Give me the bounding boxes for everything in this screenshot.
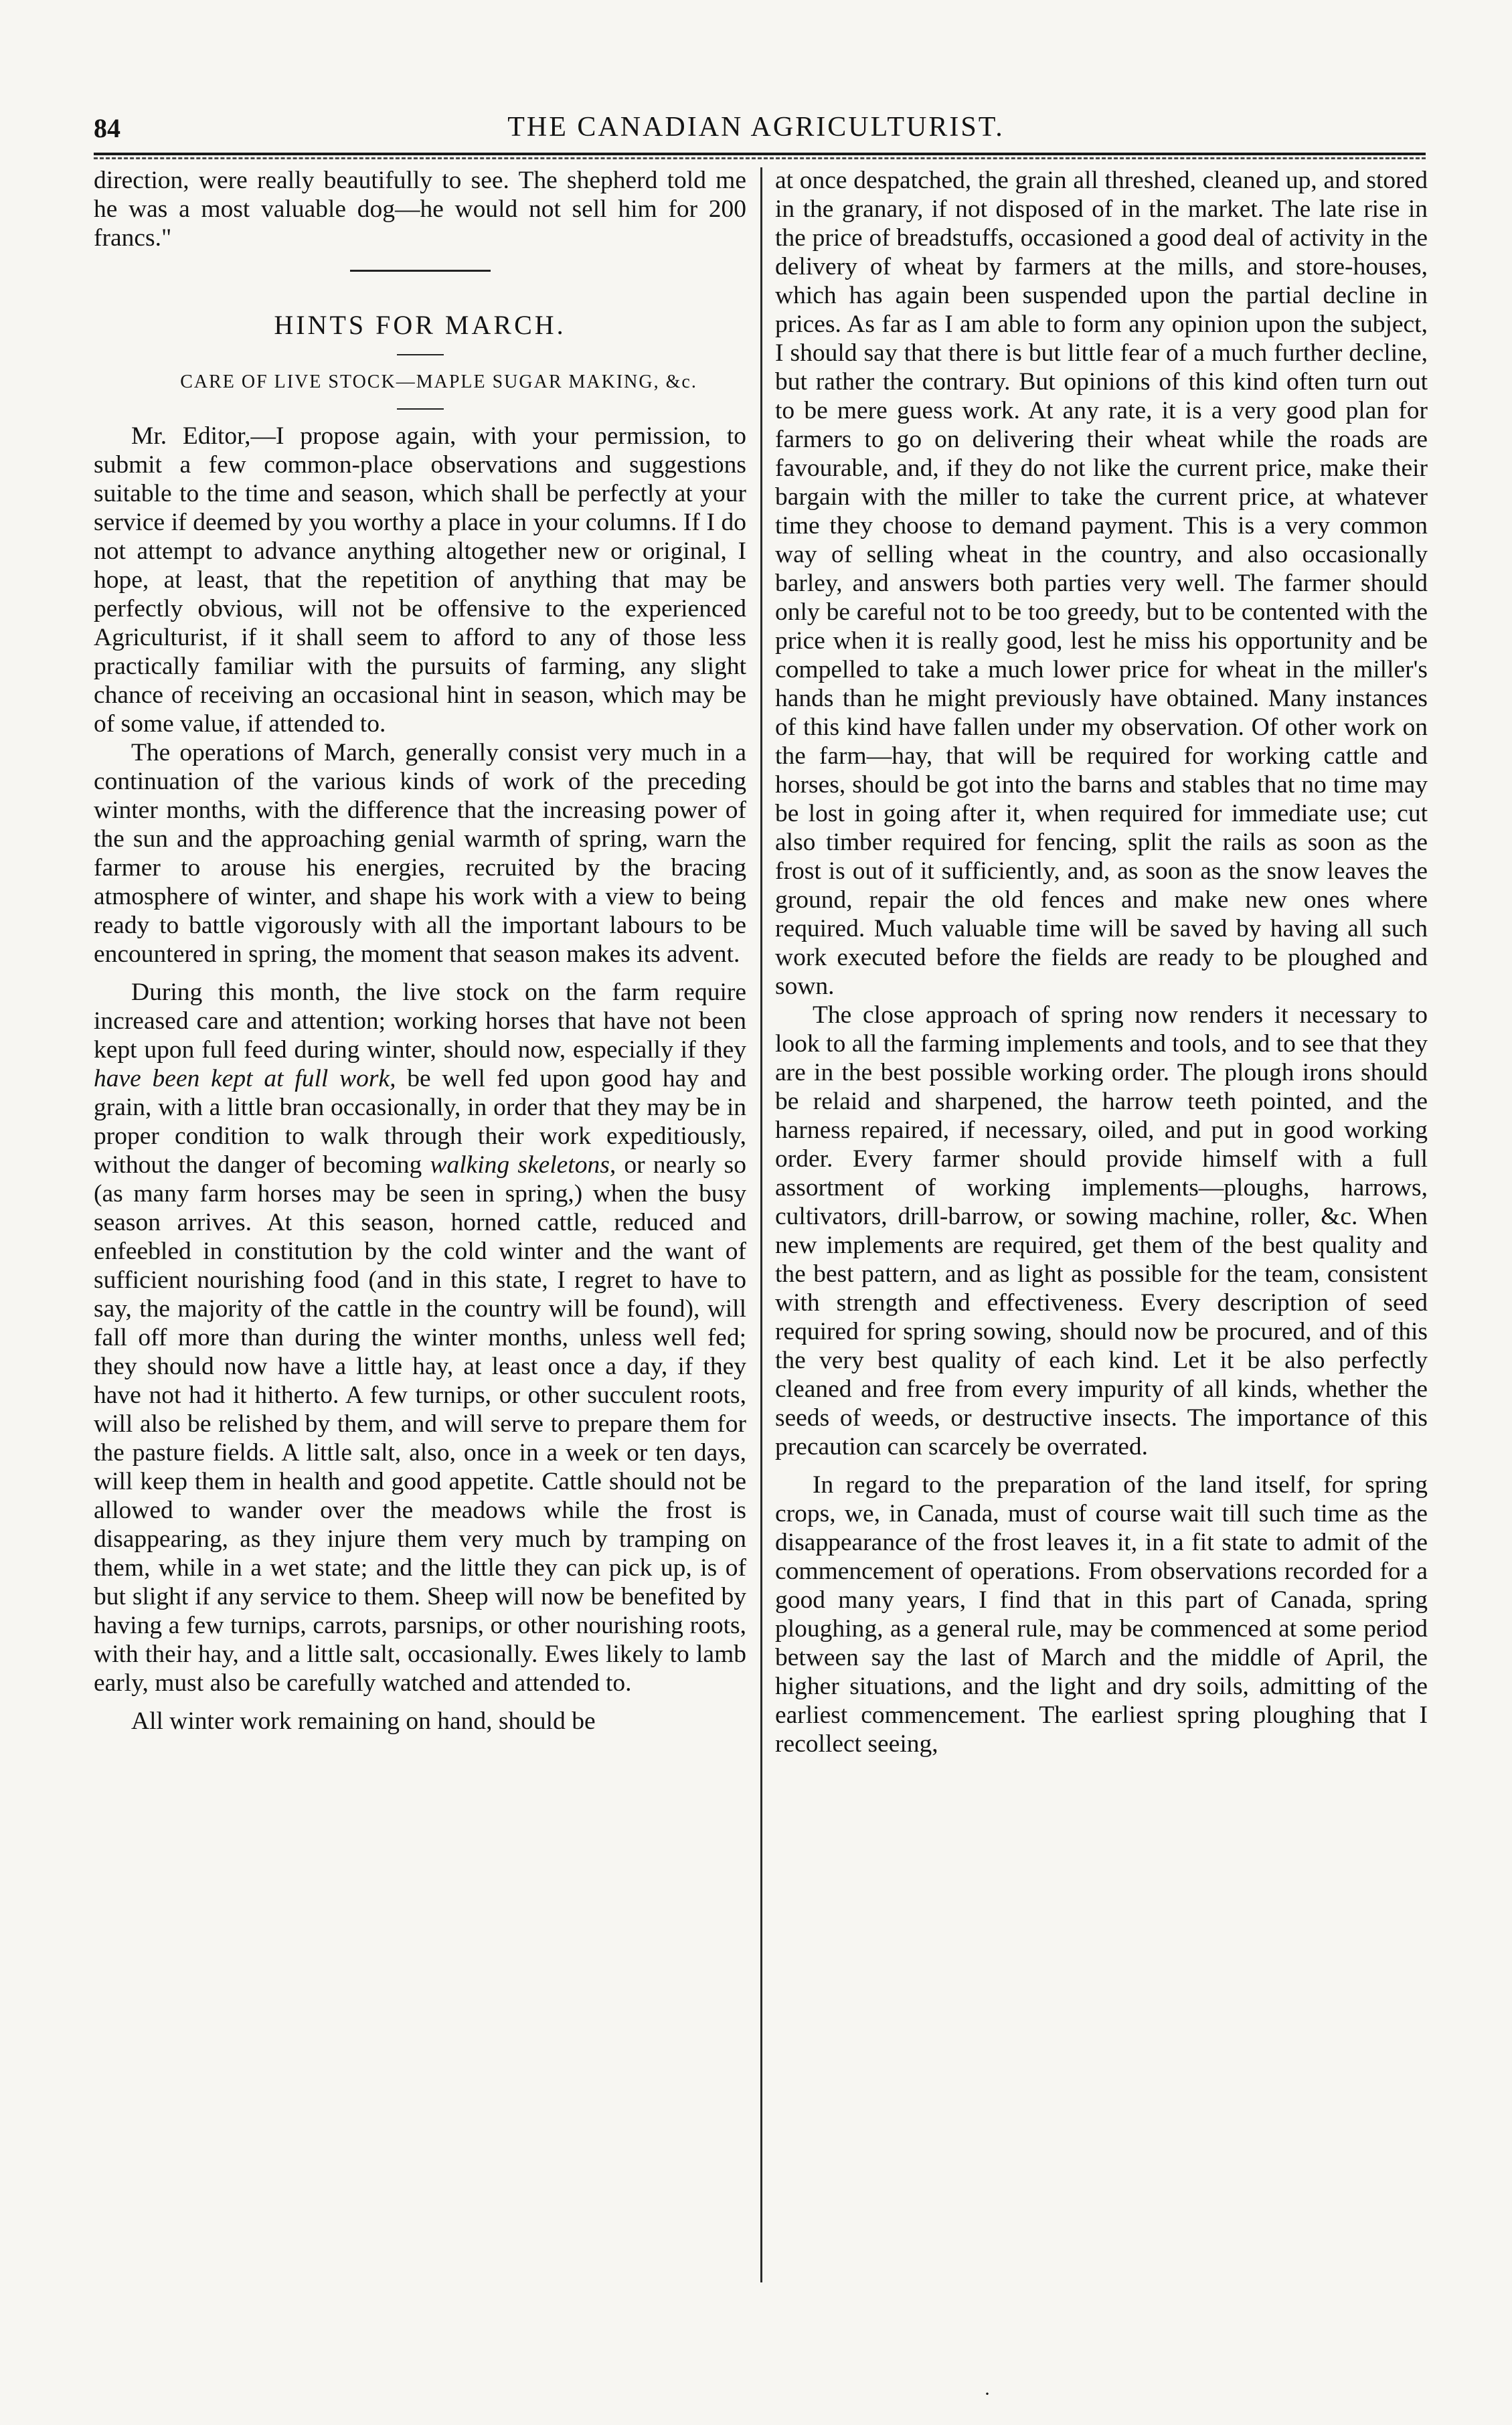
paragraph-3-emphasis-1: have been kept at full work, — [94, 1065, 396, 1092]
page-footer-mark: · — [984, 2383, 991, 2405]
paragraph-5: The close approach of spring now renders it necessary to look to all the farming implements and tools, and to see that they are in the best possible working order. The plough irons should be relaid and sharpened, the harrow teeth pointed, and the harness repaired, if necessary, oiled, and put in good working order. Every farmer should provide himself with a full assortment of working implements—ploughs, harrows, cultivators, drill-barrow, or sowing machine, roller, &c. When new implements are required, get them of the best quality and the best pattern, and as light as possible for the team, consistent with strength and effectiveness. Every description of seed required for spring sowing, should now be procured, and of this the very best quality of each kind. Let it be also perfectly cleaned and free from every impurity of all kinds, whether the seeds of weeds, or destructive insects. The importance of this precaution can scarcely be overrated. — [775, 1001, 1428, 1460]
page-number: 84 — [94, 113, 120, 143]
left-column — [94, 166, 746, 1736]
column-divider — [760, 167, 762, 2282]
paragraph-3-emphasis-2: walking skeletons, — [430, 1151, 616, 1179]
paragraph-3 — [94, 978, 746, 1697]
paragraph-4-continuation: at once despatched, the grain all threshed, cleaned up, and stored in the granary, if not disposed of in the market. The late rise in the price of breadstuffs, occasioned a good deal of activity in the delivery of wheat by farmers at the mills, and store-houses, which has again been suspended upon the partial decline in prices. As far as I am able to form any opinion upon the subject, I should say that there is but little fear of a much further decline, but rather the contrary. But opinions of this kind often turn out to be mere guess work. At any rate, it is a very good plan for farmers to go on delivering their wheat while the roads are favourable, and, if they do not like the current price, make their bargain with the miller to take the current price, at whatever time they choose to demand payment. This is a very common way of selling wheat in the country, and also occasionally barley, and answers both parties very well. The farmer should only be careful not to be too greedy, but to be contented with the price when it is really good, lest he miss his opportunity and be compelled to take a much lower price for wheat in the miller's hands than he might previously have obtained. Many instances of this kind have fallen under my observation. Of other work on the farm—hay, that will be required for working cattle and horses, should be got into the barns and stables that no time may be lost in going after it, when required for immediate use; cut also timber required for fencing, split the rails as soon as the frost is out of it sufficiently, and, as soon as the snow leaves the ground, repair the old fences and make new ones where required. Much valuable time will be saved by having all such work executed before the fields are ready to be ploughed and sown. — [775, 167, 1428, 1000]
paragraph-3-part-b: be well fed upon good hay and grain, with a little bran occasionally, in order that they may be in proper condition to walk through their work expeditiously, without the danger of becoming — [94, 1065, 746, 1179]
subtitle-divider — [397, 408, 444, 410]
article-subtitle: CARE OF LIVE STOCK—MAPLE SUGAR MAKING, &c. — [180, 371, 697, 392]
paragraph-3-part-a: During this month, the live stock on the farm require increased care and attention; working horses that have not been kept upon full feed during winter, should now, especially if they — [94, 979, 746, 1064]
paragraph-4-start: All winter work remaining on hand, should be — [131, 1707, 596, 1735]
section-divider — [350, 270, 491, 272]
article-title: HINTS FOR MARCH. — [274, 310, 566, 340]
previous-article-continuation: direction, were really beautifully to see. The shepherd told me he was a most valuable dog—he would not sell him for 200 francs." — [94, 167, 746, 252]
paragraph-1: Mr. Editor,—I propose again, with your permission, to submit a few common-place observations and suggestions suitable to the time and season, which shall be perfectly at your service if deemed by you worthy a place in your columns. If I do not attempt to advance anything altogether new or original, I hope, at least, that the repetition of anything that may be perfectly obvious, will not be offensive to the experienced Agriculturist, if it shall seem to afford to any of those less practically familiar with the pursuits of farming, any slight chance of receiving an occasional hint in season, which may be of some value, if attended to. — [94, 422, 746, 738]
paragraph-3-part-c: or nearly so (as many farm horses may be seen in spring,) when the busy season arrives. At this season, horned cattle, reduced and enfeebled in constitution by the cold winter and the want of sufficient nourishing food (and in this state, I regret to have to say, the majority of the cattle in the country will be found), will fall off more than during the winter months, unless well fed; they should now have a little hay, at least once a day, if they have not had it hitherto. A few turnips, or other succulent roots, will also be relished by them, and will serve to prepare them for the pasture fields. A little salt, also, once in a week or ten days, will keep them in health and good appetite. Cattle should not be allowed to wander over the meadows while the frost is disappearing, as they injure them very much by tramping on them, while in a wet state; and the little they can pick up, is of but slight if any service to them. Sheep will now be benefited by having a few turnips, carrots, parsnips, or other nourishing roots, with their hay, and a little salt, occasionally. Ewes likely to lamb early, must also be carefully watched and attended to. — [94, 1151, 747, 1697]
title-divider — [397, 354, 444, 355]
running-title: THE CANADIAN AGRICULTURIST. — [507, 112, 1005, 143]
right-column — [775, 166, 1428, 1758]
paragraph-2: The operations of March, generally consist very much in a continuation of the various kinds of work of the preceding winter months, with the difference that the increasing power of the sun and the approaching genial warmth of spring, warn the farmer to arouse his energies, recruited by the bracing atmosphere of winter, and shape his work with a view to being ready to battle vigorously with all the important labours to be encountered in spring, the moment that season makes its advent. — [94, 739, 746, 968]
header-rule — [94, 153, 1426, 159]
paragraph-6: In regard to the preparation of the land itself, for spring crops, we, in Canada, must of course wait till such time as the disappearance of the frost leaves it, in a fit state to admit of the commencement of operations. From observations recorded for a good many years, I find that in this part of Canada, spring ploughing, as a general rule, may be commenced at some period between say the last of March and the middle of April, the higher situations, and the light and dry soils, admitting of the earliest commencement. The earliest spring ploughing that I recollect seeing, — [775, 1471, 1428, 1758]
